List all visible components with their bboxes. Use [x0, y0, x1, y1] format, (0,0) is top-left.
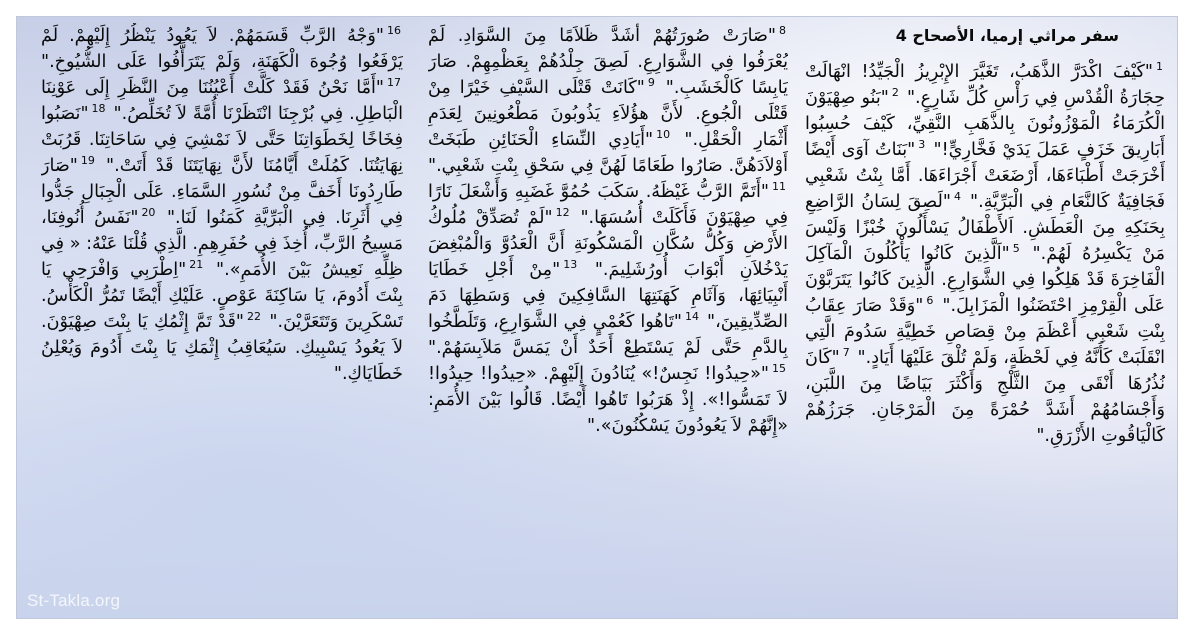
verse-number: 20 — [141, 206, 156, 220]
verse-number: 19 — [80, 154, 95, 168]
verse-number: 10 — [656, 128, 671, 142]
verse-number: 6 — [926, 294, 934, 308]
verse-text: "لَصِقَ لِسَانُ الرَّاضِعِ بِحَنَكِهِ مِنَ الْعَطَشِ. اَلأَطْفَالُ يَسْأَلُونَ خُبْزًا وَلَيْسَ مَنْ يَكْسِرُهُ لَهُمْ." — [805, 192, 1165, 264]
verse-number: 22 — [246, 310, 261, 324]
verse-number: 3 — [918, 138, 926, 152]
verse-number: 12 — [555, 206, 570, 220]
verse-text: "اَلَّذِينَ كَانُوا يَأْكُلُونَ الْمَآكِلَ الْفَاخِرَةَ قَدْ هَلِكُوا فِي الشَّوَارِعِ. الَّذِينَ كَانُوا يَتَرَبَّوْنَ عَلَى الْقِرْمِزِ احْتَضَنُوا الْمَزَابِلَ." — [805, 244, 1165, 316]
text-column-left — [41, 23, 403, 613]
verse-number: 4 — [953, 190, 961, 204]
verse-number: 8 — [779, 24, 786, 38]
verse-number: 15 — [772, 362, 786, 376]
verse-text: "بَنُو صِهْيَوْنَ الْكُرَمَاءُ الْمَوْزُونُونَ بِالذَّهَبِ النَّقِيِّ، كَيْفَ حُسِبُوا أَبَارِيقَ خَزَفٍ عَمَلَ يَدَيْ فَخَّارِيٍّ!" — [805, 88, 1165, 160]
verse-text: "وَجْهُ الرَّبِّ قَسَمَهُمْ. لاَ يَعُودُ يَنْظُرُ إِلَيْهِمْ. لَمْ يَرْفَعُوا وُجُوهَ الْكَهَنَةِ، وَلَمْ يَتَرَأَّفُوا عَلَى الشُّيُوخِ." — [41, 26, 403, 72]
verse-text: "تَاهُوا كَعُمْيٍ فِي الشَّوَارِعِ، وَتَلَطَّخُوا بِالدَّمِ حَتَّى لَمْ يَسْتَطِعْ أَحَدٌ أَنْ يَمَسَّ مَلاَبِسَهُمْ." — [428, 312, 788, 358]
verse-text: "أَيَادِي النِّسَاءِ الْحَنَائِنِ طَبَخَتْ أَوْلاَدَهُنَّ. صَارُوا طَعَامًا لَهُنَّ فِي سَحْقِ بِنْتِ شَعْبِي." — [428, 130, 788, 176]
verse-text: "كَانَتْ قَتْلَى السَّيْفِ خَيْرًا مِنْ قَتْلَى الْجُوعِ. لأَنَّ هؤُلاَءِ يَذُوبُونَ مَطْعُونِينَ لِعَدَمِ أَثْمَارِ الْحَقْلِ." — [428, 78, 788, 150]
verse-text: "أَتَمَّ الرَّبُّ غَيْظَهُ. سَكَبَ حُمُوَّ غَضَبِهِ وَأَشْعَلَ نَارًا فِي صِهْيَوْنَ فَأَكَلَتْ أُسُسَهَا." — [428, 182, 788, 228]
verse-number: 21 — [189, 258, 204, 272]
verse-number: 13 — [563, 258, 578, 272]
verse-text: "صَارَ طَارِدُونَا أَخَفَّ مِنْ نُسُورِ السَّمَاءِ. عَلَى الْجِبَالِ جَدُّوا فِي أَثَرِنَا. فِي الْبَرِّيَّةِ كَمَنُوا لَنَا." — [41, 156, 403, 228]
verse-number: 18 — [91, 102, 106, 116]
text-column-right — [805, 23, 1165, 613]
verse-number: 5 — [1012, 242, 1020, 256]
chapter-title: سفر مراثي إرميا، الأصحاح 4 — [895, 26, 1119, 45]
verse-number: 14 — [684, 310, 699, 324]
column-body-left — [41, 23, 403, 387]
verse-number: 7 — [842, 346, 850, 360]
verse-number: 9 — [647, 76, 655, 90]
verse-text: "صَارَتْ صُورَتُهُمْ أَشَدَّ ظَلاَمًا مِنَ السَّوَادِ. لَمْ يُعْرَفُوا فِي الشَّوَارِعِ. لَصِقَ جِلْدُهُمْ بِعَظْمِهِمْ. صَارَ يَابِسًا كَالْخَشَبِ." — [428, 26, 788, 98]
verse-text: "لَمْ تُصَدِّقْ مُلُوكُ الأَرْضِ وَكُلُّ سُكَّانِ الْمَسْكُونَةِ أَنَّ الْعَدُوَّ وَالْمُبْغِضَ يَدْخُلاَنِ أَبْوَابَ أُورُشَلِيمَ." — [428, 208, 788, 280]
verse-text: "بَنَاتُ آوَى أَيْضًا أَخْرَجَتْ أَطْبَاءَهَا، أَرْضَعَتْ أَجْرَاءَهَا. أَمَّا بِنْتُ شَعْبِي فَجَافِيَةٌ كَالنَّعَامِ فِي الْبَرِّيَّةِ." — [805, 140, 1165, 212]
verse-text: "كَيْفَ اكْدَرَّ الذَّهَبُ، تَغَيَّرَ الإِبْرِيزُ الْجَيِّدُ! انْهَالَتْ حِجَارَةُ الْقُدْسِ فِي رَأْسِ كُلِّ شَارِعٍ." — [805, 62, 1165, 108]
text-column-middle — [428, 23, 788, 613]
verse-text: "«حِيدُوا! نَجِسٌ!» يُنَادُونَ إِلَيْهِمْ. «حِيدُوا! حِيدُوا! لاَ تَمَسُّوا!». إِذْ هَرَبُوا تَاهُوا أَيْضًا. قَالُوا بَيْنَ الأُمَمِ: «إِنَّهُمْ لاَ يَعُودُونَ يَسْكُنُونَ»." — [428, 364, 788, 436]
verse-number: 11 — [772, 180, 786, 194]
verse-text: "وَقَدْ صَارَ عِقَابُ بِنْتِ شَعْبِي أَعْظَمَ مِنْ قِصَاصِ خَطِيَّةِ سَدُومَ الَّتِي انْقَلَبَتْ كَأَنَّهُ فِي لَحْظَةٍ، وَلَمْ تُلْقَ عَلَيْهَا أَيَادٍ." — [805, 296, 1165, 368]
verse-text: "مِنْ أَجْلِ خَطَايَا أَنْبِيَائِهَا، وَآثَامِ كَهَنَتِهَا السَّافِكِينَ فِي وَسَطِهَا دَمَ الصِّدِّيقِينَ،" — [428, 260, 788, 332]
verse-number: 16 — [387, 24, 401, 38]
column-body-right — [805, 59, 1165, 449]
verse-image-frame — [16, 16, 1178, 619]
verse-text: "كَانَ نُذُرُهَا أَنْقَى مِنَ الثَّلْجِ وَأَكْثَرَ بَيَاضًا مِنَ اللَّبَنِ، وَأَجْسَامُهُمْ أَشَدَّ حُمْرَةً مِنَ الْمَرْجَانِ. جَرَزُهُمْ كَالْيَاقُوتِ الأَزْرَقِ." — [805, 348, 1165, 446]
verse-number: 2 — [891, 86, 899, 100]
verse-text: "قَدْ تَمَّ إِثْمُكِ يَا بِنْتَ صِهْيَوْنَ. لاَ يَعُودُ يَسْبِيكِ. سَيُعَاقِبُ إِثْمَكِ يَا بِنْتَ أَدُومَ وَيُعْلِنُ خَطَايَاكِ." — [41, 312, 403, 384]
site-watermark: St-Takla.org — [27, 591, 121, 610]
verse-text: "نَصَبُوا فِخَاخًا لِخَطَوَاتِنَا حَتَّى لاَ نَمْشِيَ فِي سَاحَاتِنَا. قَرُبَتْ نِهَايَتُنَا. كَمُلَتْ أَيَّامُنَا لأَنَّ نِهَايَتَنَا قَدْ أَتَتْ." — [41, 104, 403, 176]
verse-text: "اِطْرَبِي وَافْرَحِي يَا بِنْتَ أَدُومَ، يَا سَاكِنَةَ عَوْصٍ. عَلَيْكِ أَيْضًا تَمُرُّ الْكَأْسُ. تَسْكَرِينَ وَتَتَعَرَّيْنَ." — [41, 260, 403, 332]
verse-text: "نَفَسُ أُنُوفِنَا، مَسِيحُ الرَّبِّ، أُخِذَ فِي حُفَرِهِمِ. الَّذِي قُلْنَا عَنْهُ: « فِي ظِلِّهِ نَعِيشُ بَيْنَ الأُمَمِ»." — [41, 208, 403, 280]
verse-number: 17 — [387, 76, 401, 90]
verse-text: "أَمَّا نَحْنُ فَقَدْ كَلَّتْ أَعْيُنُنَا مِنَ النَّظَرِ إِلَى عَوْنِنَا الْبَاطِلِ. فِي بُرْجِنَا انْتَظَرْنَا أُمَّةً لاَ تُخَلِّصُ." — [41, 78, 403, 124]
column-body-middle — [428, 23, 788, 439]
verse-number: 1 — [1156, 60, 1163, 74]
